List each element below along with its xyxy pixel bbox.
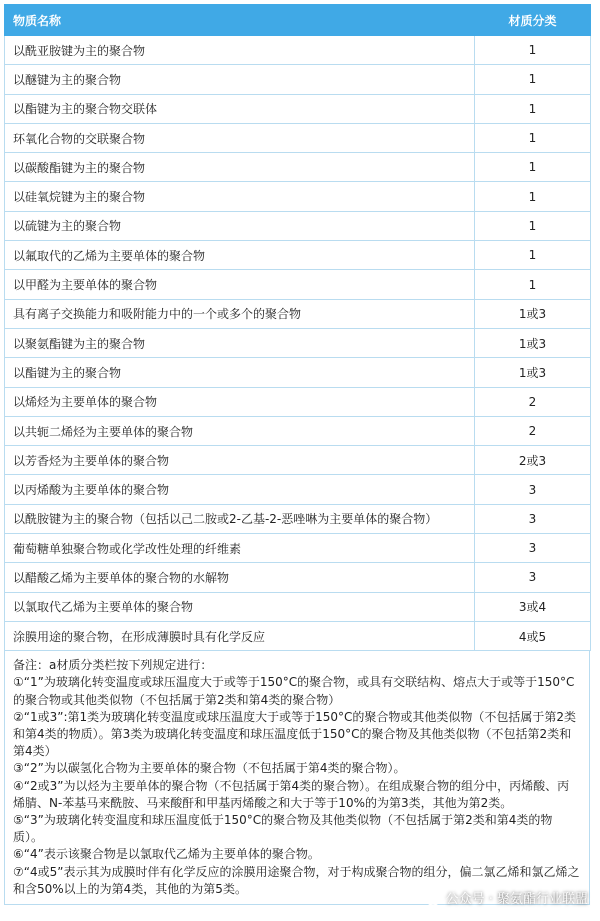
material-class-cell: 1 [475, 123, 591, 152]
remarks-heading: 备注：a材质分类栏按下列规定进行： [13, 658, 213, 673]
table-row [5, 123, 591, 152]
document-table-container [4, 4, 590, 905]
material-class-cell: 3 [475, 563, 591, 592]
watermark-text: 公众号 · 聚氨酯行业联盟 [445, 892, 588, 907]
substance-name-cell: 以碳酸酯键为主的聚合物 [5, 153, 475, 182]
substance-name-cell: 以硅氧烷键为主的聚合物 [5, 182, 475, 211]
table-row [5, 153, 591, 182]
material-class-cell: 3 [475, 475, 591, 504]
substance-name-cell: 以共轭二烯烃为主要单体的聚合物 [5, 416, 475, 445]
substance-name-cell: 以聚氨酯键为主的聚合物 [5, 328, 475, 357]
material-class-cell: 3或4 [475, 592, 591, 621]
table-row [5, 241, 591, 270]
material-class-cell: 1 [475, 36, 591, 65]
remark-item: ⑥“4”表示该聚合物是以氯取代乙烯为主要单体的聚合物。 [13, 847, 320, 862]
material-class-cell: 1 [475, 153, 591, 182]
table-row [5, 387, 591, 416]
substance-name-cell: 环氧化合物的交联聚合物 [5, 123, 475, 152]
table-row [5, 358, 591, 387]
substance-name-cell: 以醚键为主的聚合物 [5, 65, 475, 94]
substance-name-cell: 以甲醛为主要单体的聚合物 [5, 270, 475, 299]
material-class-cell: 1 [475, 270, 591, 299]
substance-name-cell: 以酯键为主的聚合物交联体 [5, 94, 475, 123]
table-row [5, 36, 591, 65]
table-row [5, 211, 591, 240]
table-row [5, 328, 591, 357]
material-class-cell: 1或3 [475, 299, 591, 328]
material-class-cell: 2 [475, 387, 591, 416]
table-row [5, 563, 591, 592]
watermark [425, 888, 588, 907]
table-row [5, 592, 591, 621]
remark-item: ③“2”为以碳氢化合物为主要单体的聚合物（不包括属于第4类的聚合物）。 [13, 761, 406, 776]
table-row [5, 416, 591, 445]
table-row [5, 182, 591, 211]
substance-name-cell: 葡萄糖单独聚合物或化学改性处理的纤维素 [5, 534, 475, 563]
table-row [5, 299, 591, 328]
substance-name-cell: 具有离子交换能力和吸附能力中的一个或多个的聚合物 [5, 299, 475, 328]
substance-name-cell: 以酯键为主的聚合物 [5, 358, 475, 387]
substance-name-cell: 以酰亚胺键为主的聚合物 [5, 36, 475, 65]
table-row [5, 534, 591, 563]
material-classification-table [4, 4, 591, 651]
table-row [5, 94, 591, 123]
header-substance-name: 物质名称 [5, 5, 475, 36]
remark-item: ④“2或3”为以烃为主要单体的聚合物（不包括属于第4类的聚合物）。在组成聚合物的组分中，丙烯酸、丙烯腈、N-苯基马来酰胺、马来酸酐和甲基丙烯酸之和大于等于10%的为第3类，其他为第2类。 [13, 778, 570, 810]
material-class-cell: 1 [475, 241, 591, 270]
material-class-cell: 4或5 [475, 621, 591, 650]
wechat-official-account-icon [425, 890, 441, 906]
substance-name-cell: 以氯取代乙烯为主要单体的聚合物 [5, 592, 475, 621]
substance-name-cell: 以丙烯酸为主要单体的聚合物 [5, 475, 475, 504]
header-material-class: 材质分类 [475, 5, 591, 36]
table-row [5, 621, 591, 650]
substance-name-cell: 以芳香烃为主要单体的聚合物 [5, 446, 475, 475]
material-class-cell: 3 [475, 534, 591, 563]
remark-item: ①“1”为玻璃化转变温度或球压温度大于或等于150°C的聚合物，或具有交联结构、熔点大于或等于150°C的聚合物或其他类似物（不包括属于第2类和第4类的聚合物） [13, 675, 575, 707]
substance-name-cell: 以酰胺键为主的聚合物（包括以己二胺或2-乙基-2-恶唑啉为主要单体的聚合物） [5, 504, 475, 533]
substance-name-cell: 以硫键为主的聚合物 [5, 211, 475, 240]
substance-name-cell: 以醋酸乙烯为主要单体的聚合物的水解物 [5, 563, 475, 592]
table-row [5, 65, 591, 94]
table-row [5, 475, 591, 504]
remark-item: ②“1或3”:第1类为玻璃化转变温度或球压温度大于或等于150°C的聚合物或其他类似物（不包括属于第2类和第4类的物质）。第3类为玻璃化转变温度和球压温度低于150°C的聚合物及其他类似物（不包括第2类和第4类） [13, 709, 577, 759]
table-row [5, 504, 591, 533]
material-class-cell: 2 [475, 416, 591, 445]
material-class-cell: 1 [475, 211, 591, 240]
material-class-cell: 1 [475, 94, 591, 123]
material-class-cell: 3 [475, 504, 591, 533]
substance-name-cell: 以烯烃为主要单体的聚合物 [5, 387, 475, 416]
table-body [5, 36, 591, 651]
remark-item: ⑦“4或5”表示其为成膜时伴有化学反应的涂膜用途聚合物，对于构成聚合物的组分，偏二氯乙烯和氯乙烯之和含50%以上的为第4类，其他的为第5类。 [13, 864, 580, 896]
substance-name-cell: 以氟取代的乙烯为主要单体的聚合物 [5, 241, 475, 270]
material-class-cell: 1或3 [475, 358, 591, 387]
material-class-cell: 1 [475, 65, 591, 94]
remarks-section [4, 651, 590, 905]
substance-name-cell: 涂膜用途的聚合物，在形成薄膜时具有化学反应 [5, 621, 475, 650]
table-row [5, 446, 591, 475]
material-class-cell: 1 [475, 182, 591, 211]
remark-item: ⑤“3”为玻璃化转变温度和球压温度低于150°C的聚合物及其他类似物（不包括属于第2类和第4类的物质）。 [13, 813, 553, 845]
table-header-row [5, 5, 591, 36]
material-class-cell: 2或3 [475, 446, 591, 475]
material-class-cell: 1或3 [475, 328, 591, 357]
table-row [5, 270, 591, 299]
